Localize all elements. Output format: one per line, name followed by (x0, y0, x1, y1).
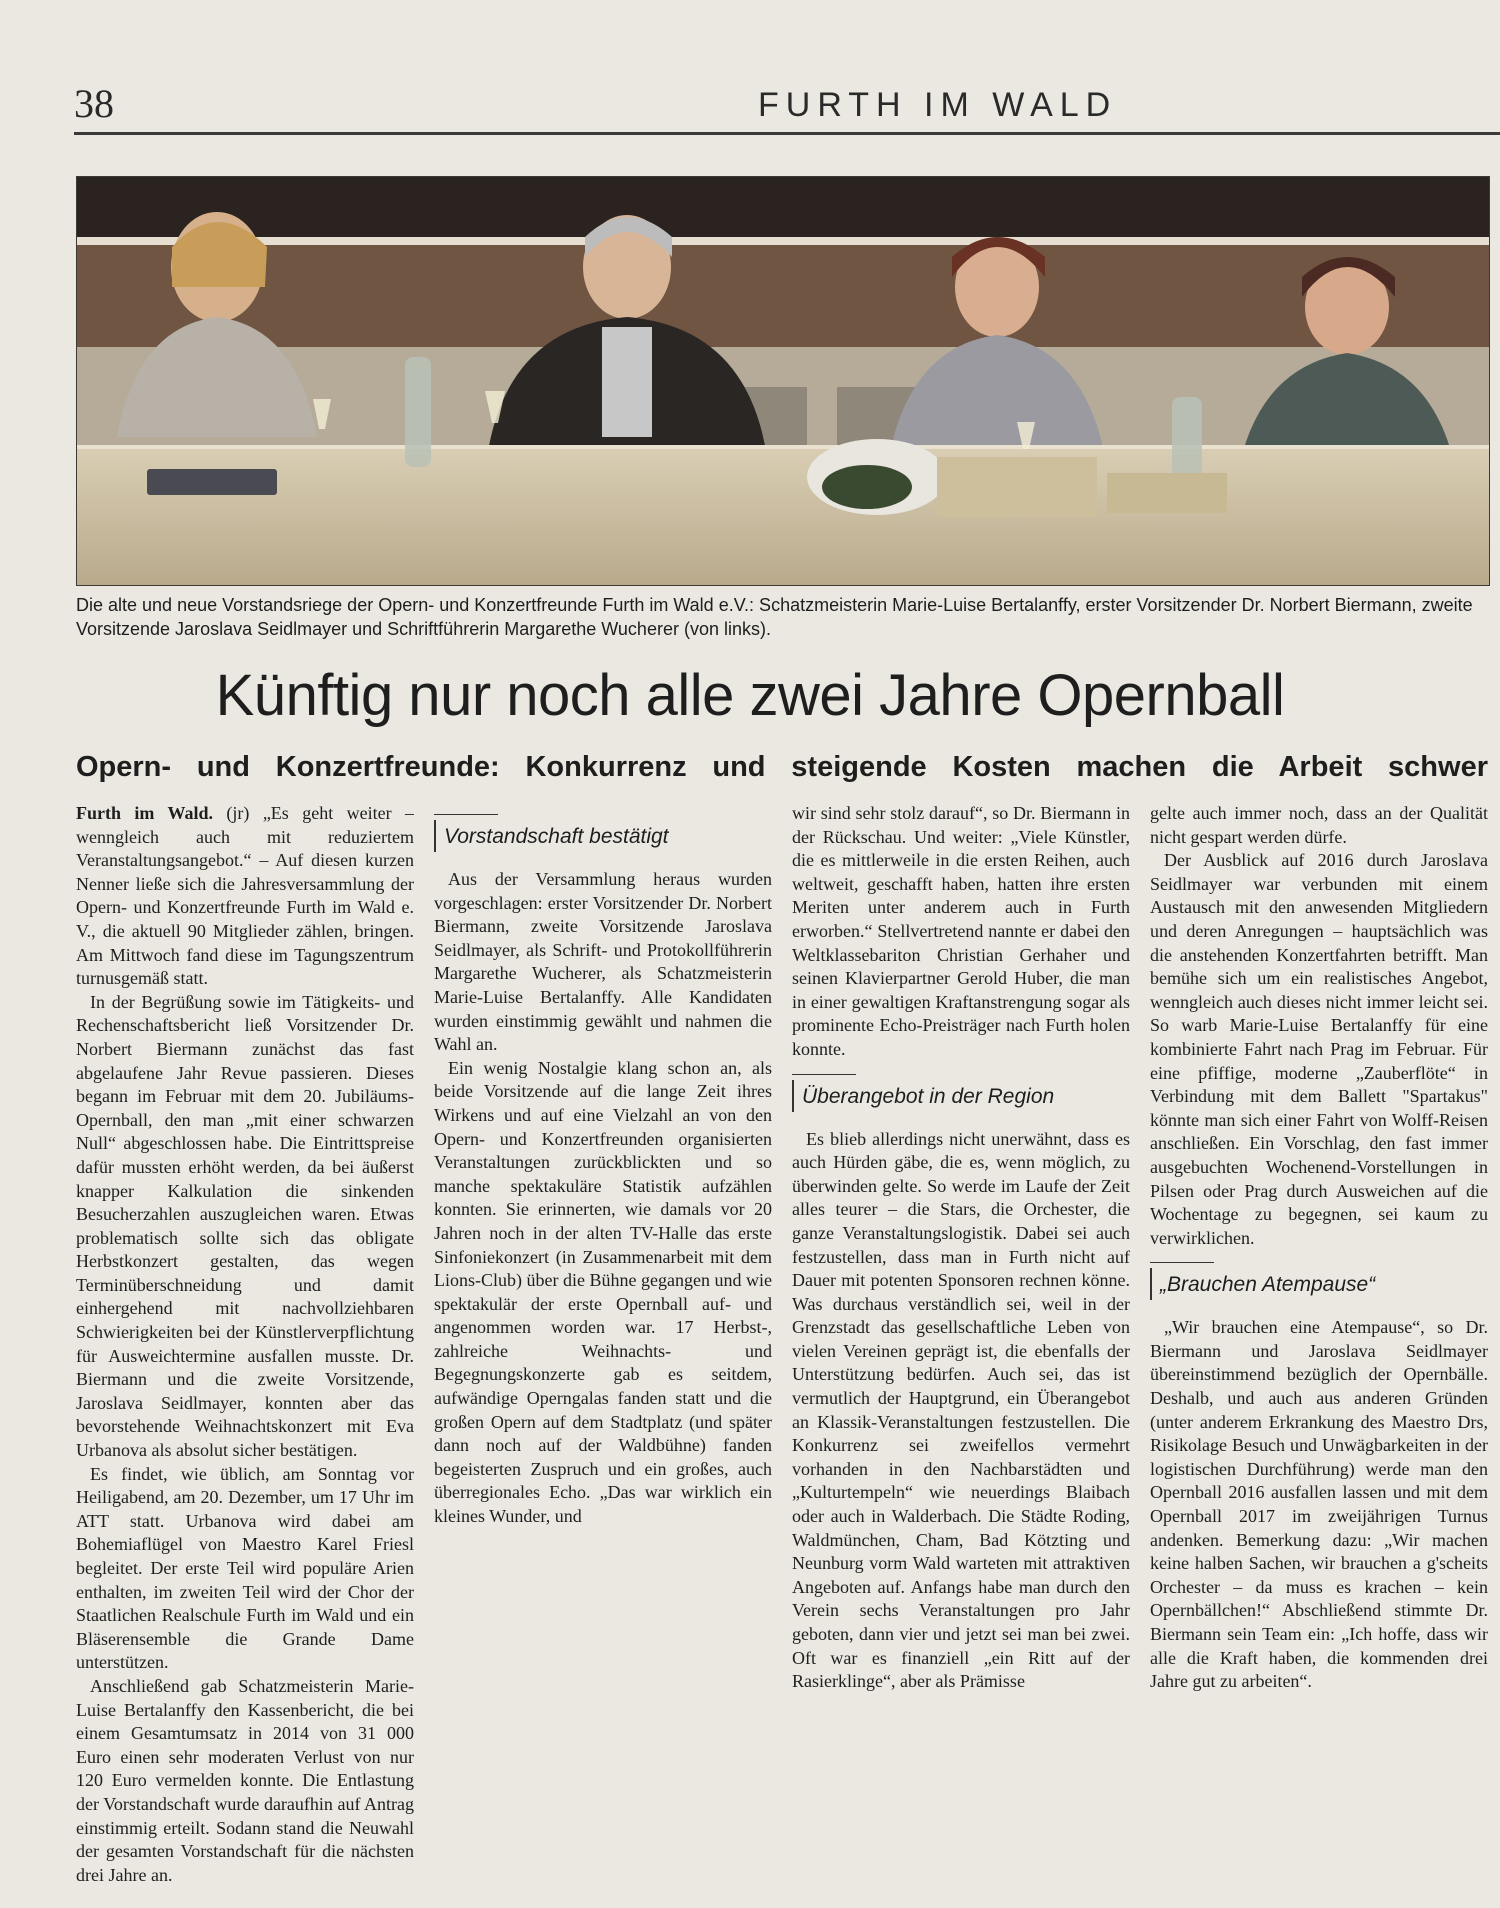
header-rule (74, 132, 1500, 135)
article-paragraph: Es blieb allerdings nicht unerwähnt, dass es auch Hürden gäbe, die es, wenn möglich, zu überwinden gelte. So werde im Laufe der Zeit alles teurer – die Stars, die Orchester, die ganze Veranstaltungslogistik. Dabei sei auch festzustellen, dass man in Furth nicht auf Dauer mit potenten Sponsoren rechnen könne. Was durchaus verständlich sei, weil in der Grenzstadt das gesellschaftliche Leben von vielen Vereinen geprägt ist, die ebenfalls der Unterstützung bedürfen. Auch sei, das ist vermutlich der Hauptgrund, ein Überangebot an Klassik-Veranstaltungen festzustellen. Die Konkurrenz sei zweifellos vermehrt vorhanden in den Nachbarstädten und „Kulturtempeln“ wie neuerdings Blaibach oder auch in Walderbach. Die Städte Roding, Waldmünchen, Cham, Bad Kötzting und Neunburg vorm Wald warteten mit attraktiven Angeboten auf. Anfangs habe man durch den Verein sechs Veranstaltungen pro Jahr geboten, dann vier und jetzt sei man bei zwei. Oft war es finanziell „ein Ritt auf der Rasierklinge“, aber als Prämisse (792, 1128, 1130, 1692)
article-paragraph (76, 802, 414, 991)
article-column-3 (792, 802, 1130, 1904)
dateline: Furth im Wald. (76, 803, 214, 823)
article-body (76, 802, 1488, 1904)
page-number: 38 (74, 81, 114, 126)
crosshead: Vorstandschaft bestätigt (434, 820, 772, 852)
article-paragraph: Ein wenig Nostalgie klang schon an, als beide Vorsitzende auf die lange Zeit ihres Wirkens und auf eine Vielzahl an von den Opern- und Konzertfreunden organisierten Veranstaltungen zurückblickten und so manche spektakuläre Statistik aufzählen konnten. Sie erinnerten, wie damals vor 20 Jahren noch in der alten TV-Halle das erste Sinfoniekonzert (in Zusammenarbeit mit dem Lions-Club) über die Bühne gegangen und wie spektakulär der erste Opernball auf- und angenommen worden war. 17 Herbst-, zahlreiche Weihnachts- und Begegnungskonzerte gab es seitdem, aufwändige Operngalas fanden statt und die großen Opern auf dem Stadtplatz (und später dann noch auf der Waldbühne) fanden begeisterten Zuspruch und ein großes, auch überregionales Echo. „Das war wirklich ein kleines Wunder, und (434, 1057, 772, 1527)
headline: Künftig nur noch alle zwei Jahre Opernball (215, 663, 1285, 728)
crosshead: „Brauchen Atempause“ (1150, 1268, 1488, 1300)
crosshead: Überangebot in der Region (792, 1080, 1130, 1112)
article-column-2 (434, 802, 772, 1904)
article-paragraph: wir sind sehr stolz darauf“, so Dr. Biermann in der Rückschau. Und weiter: „Viele Künstler, die es mittlerweile in die ersten Reihen, auch weltweit, geschafft haben, hatten ihre ersten Meriten unter anderem auch in Furth erworben.“ Stellvertretend nannte er dabei den Weltklassebariton Christian Gerhaher und seinen Klavierpartner Gerold Huber, die man in einer gewaltigen Kraftanstrengung sogar als prominente Echo-Preisträger nach Furth holen konnte. (792, 803, 1130, 1059)
article-paragraph: In der Begrüßung sowie im Tätigkeits- und Rechenschaftsbericht ließ Vorsitzender Dr. Norbert Biermann zunächst das fast abgelaufene Jahr Revue passieren. Dieses begann im Februar mit dem 20. Jubiläums-Opernball, den man „mit einer schwarzen Null“ abgeschlossen habe. Die Eintrittspreise dafür mussten erhöht werden, da bei äußerst knapper Kalkulation die sinkenden Besucherzahlen auszugleichen waren. Etwas problematisch sollte sich das obligate Herbstkonzert gestalten, das wegen Terminüberschneidung und damit einhergehend mit nachvollziehbaren Schwierigkeiten bei der Künstlerverpflichtung für Ausweichtermine ausfallen musste. Dr. Biermann und die zweite Vorsitzende, Jaroslava Seidlmayer, konnten aber das bevorstehende Weihnachtskonzert mit Eva Urbanova als absolut sicher bestätigen. (76, 991, 414, 1461)
subheadline: Opern- und Konzertfreunde: Konkurrenz und steigende Kosten machen die Arbeit schwer (76, 751, 1488, 783)
article-paragraph: „Wir brauchen eine Atempause“, so Dr. Biermann und Jaroslava Seidlmayer übereinstimmend bezüglich der Opernbälle. Deshalb, und auch aus anderen Gründen (unter anderem Erkrankung des Maestro Drs, Risikolage Besuch und Unwägbarkeiten in der logistischen Durchführung) werde man den Opernball 2016 ausfallen lassen und mit dem Opernball 2017 im zweijährigen Turnus andenken. Bemerkung dazu: „Wir machen keine halben Sachen, wir brauchen a g'scheits Orchester – da muss es krachen – kein Opernbällchen!“ Abschließend stimmte Dr. Biermann sein Team ein: „Ich hoffe, dass wir alle die Kraft haben, die kommenden drei Jahre gut zu arbeiten“. (1150, 1317, 1488, 1692)
article-column-4 (1150, 802, 1488, 1904)
photo-caption: Die alte und neue Vorstandsriege der Opern- und Konzertfreunde Furth im Wald e.V.: Schatzmeisterin Marie-Luise Bertalanffy, erster Vorsitzender Dr. Norbert Biermann, zweite Vorsitzende Jaroslava Seidlmayer und Schriftführerin Margarethe Wucherer (von links). (76, 595, 1473, 639)
article-paragraph: Aus der Versammlung heraus wurden vorgeschlagen: erster Vorsitzender Dr. Norbert Biermann, zweite Vorsitzende Jaroslava Seidlmayer, als Schrift- und Protokollführerin Margarethe Wucherer, als Schatzmeisterin Marie-Luise Bertalanffy. Alle Kandidaten wurden einstimmig gewählt und nahmen die Wahl an. (434, 869, 772, 1055)
article-paragraph: gelte auch immer noch, dass an der Qualität nicht gespart werden dürfe. (1150, 803, 1488, 847)
article-column-1 (76, 802, 414, 1904)
article-paragraph: Der Ausblick auf 2016 durch Jaroslava Seidlmayer war verbunden mit einem Austausch mit den anwesenden Mitgliedern und deren Anregungen – hauptsächlich was die anstehenden Konzertfahrten betrifft. Man bemühe sich um ein realistisches Angebot, wenngleich auch dieses nicht immer leicht sei. So warb Marie-Luise Bertalanffy für eine kombinierte Fahrt nach Prag im Februar. Für eine pfiffige, moderne „Zauberflöte“ in Verbindung mit dem Ballett "Spartakus" könnte man sich einer Fahrt von Wolff-Reisen anschließen. Ein Vorschlag, den fast immer ausgebuchten Wochenend-Vorstellungen in Pilsen oder Prag durch Ausweichen auf die Wochentage zu begegnen, sei kaum zu verwirklichen. (1150, 850, 1488, 1248)
article-paragraph: Es findet, wie üblich, am Sonntag vor Heiligabend, am 20. Dezember, um 17 Uhr im ATT statt. Urbanova wird dabei am Bohemiaflügel von Maestro Karel Friesl begleitet. Der erste Teil wird populäre Arien enthalten, im zweiten Teil wird der Chor der Staatlichen Realschule Furth im Wald und ein Bläserensemble die Grande Dame unterstützen. (76, 1463, 414, 1673)
article-paragraph: Anschließend gab Schatzmeisterin Marie-Luise Bertalanffy den Kassenbericht, die bei einem Gesamtumsatz in 2014 von 31 000 Euro einen sehr moderaten Verlust von nur 120 Euro vermelden konnte. Die Entlastung der Vorstandschaft wurde daraufhin auf Antrag einstimmig erteilt. Sodann stand die Neuwahl der gesamten Vorstandschaft für die nächsten drei Jahre an. (76, 1675, 414, 1885)
board-meeting-photo (76, 176, 1490, 586)
section-title: FURTH IM WALD (758, 86, 1118, 124)
paragraph-text: (jr) „Es geht weiter – wenngleich auch mit reduziertem Veranstaltungsangebot.“ – Auf diesen kurzen Nenner ließe sich die Jahresversammlung der Opern- und Konzertfreunde Furth im Wald e. V., die aktuell 90 Mitglieder zählen, bringen. Am Mittwoch fand diese im Tagungszentrum turnusgemäß statt. (76, 803, 414, 989)
